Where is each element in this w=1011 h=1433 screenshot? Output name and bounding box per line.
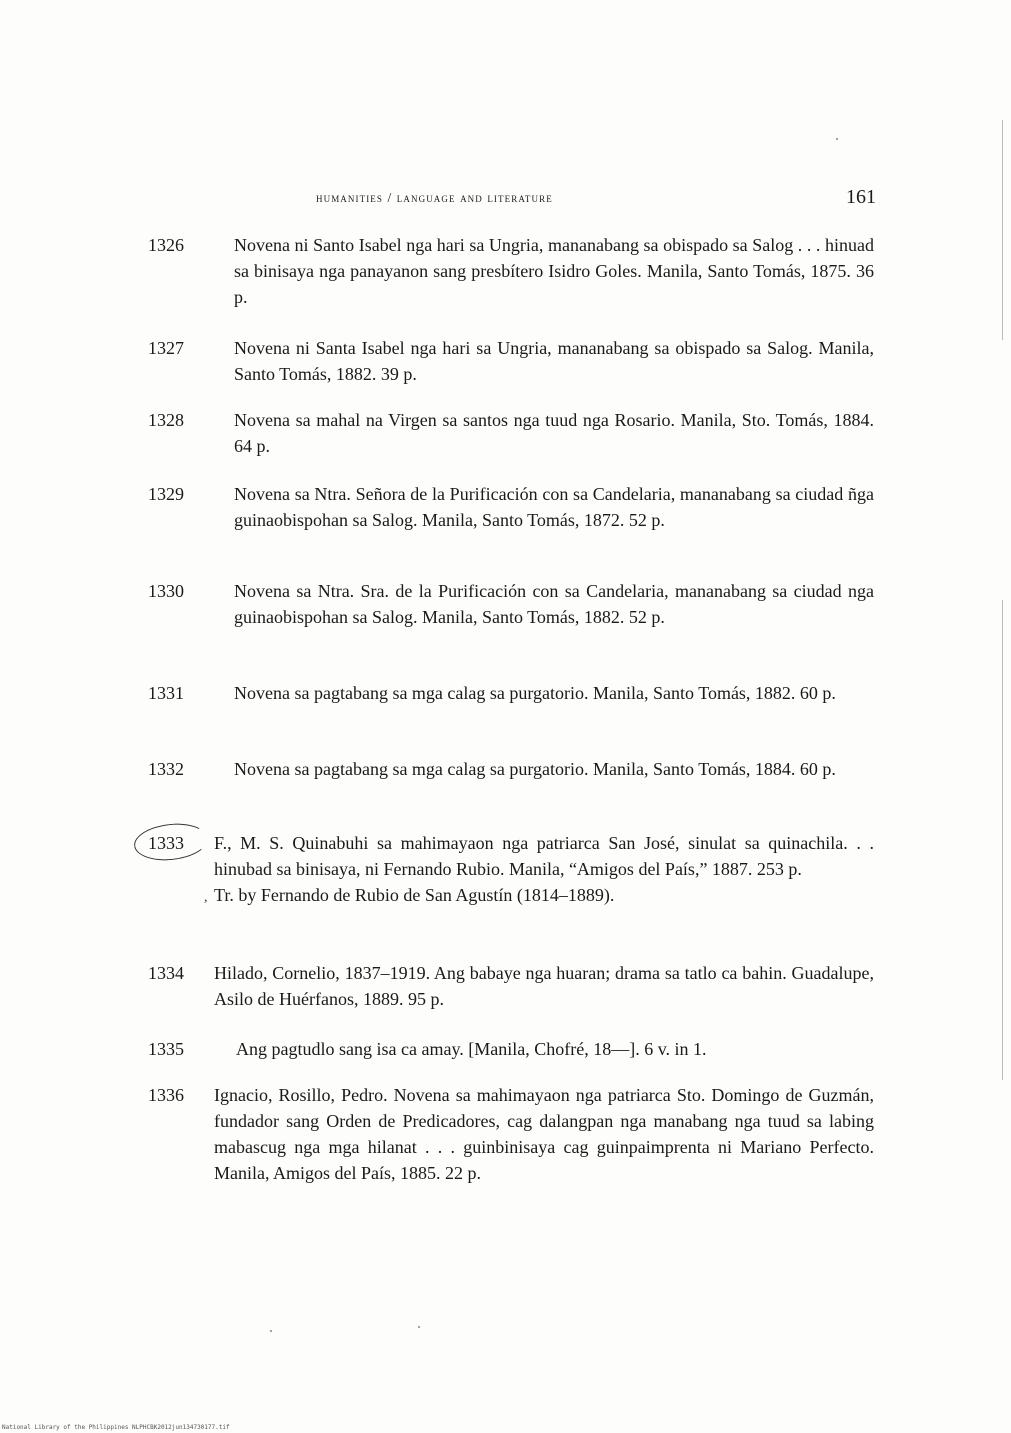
entry-number: 1326 [148,235,184,255]
entry-number: 1332 [148,759,184,779]
entry-text: Ang pagtudlo sang isa ca amay. [Manila, Chofré, 18—]. 6 v. in 1. [236,1039,707,1059]
entry-number: 1336 [148,1085,184,1105]
page-header [316,186,876,210]
scan-edge-line [1002,120,1003,340]
running-head: humanities / language and literature [316,190,553,205]
entry-note: Tr. by Fernando de Rubio de San Agustín (1814–1889). [214,885,615,905]
scan-speck [418,1326,420,1328]
entry-number: 1334 [148,963,184,983]
entry-text: Novena sa Ntra. Señora de la Purificación con sa Candelaria, mananabang sa ciudad ñga guinaobispohan sa Salog. Manila, Santo Tomás, 1872. 52 p. [234,484,874,530]
entry-text: Ignacio, Rosillo, Pedro. Novena sa mahimayaon nga patriarca Sto. Domingo de Guzmán, fundador sang Orden de Predicadores, cag dalangpan nga manabang nga tuud sa labing mabascug nga mga hilanat . . . guinbinisaya cag guinpaimprenta ni Mariano Perfecto. Manila, Amigos del País, 1885. 22 p. [214,1085,874,1183]
entry-number: 1335 [148,1039,184,1059]
entry-number: 1329 [148,484,184,504]
entry-text: Novena sa pagtabang sa mga calag sa purgatorio. Manila, Santo Tomás, 1882. 60 p. [234,683,836,703]
scan-speck [270,1330,272,1332]
scan-edge-line [1002,600,1003,1080]
scan-footer: National Library of the Philippines NLPHCBK2012jun134730177.tif [2,1424,230,1431]
entry-body: F., M. S. Quinabuhi sa mahimayaon nga patriarca San José, sinulat sa quinachila. . . hinubad sa binisaya, ni Fernando Rubio. Manila, “Amigos del País,” 1887. 253 p. [214,833,874,879]
entry-number: 1327 [148,338,184,358]
scan-speck [836,138,838,140]
entry-text: Hilado, Cornelio, 1837–1919. Ang babaye nga huaran; drama sa tatlo ca bahin. Guadalupe, Asilo de Huérfanos, 1889. 95 p. [214,963,874,1009]
entry-text: Novena sa mahal na Virgen sa santos nga tuud nga Rosario. Manila, Sto. Tomás, 1884. 64 p. [234,410,874,456]
entry-number: 1330 [148,581,184,601]
entry-text: Novena ni Santo Isabel nga hari sa Ungria, mananabang sa obispado sa Salog . . . hinuad sa binisaya nga panayanon sang presbítero Isidro Goles. Manila, Santo Tomás, 1875. 36 p. [234,235,874,307]
entry-number: 1331 [148,683,184,703]
entry-text: Novena ni Santa Isabel nga hari sa Ungria, mananabang sa obispado sa Salog. Manila, Santo Tomás, 1882. 39 p. [234,338,874,384]
entry-text [214,830,874,908]
entry-text: Novena sa Ntra. Sra. de la Purificación con sa Candelaria, mananabang sa ciudad nga guinaobispohan sa Salog. Manila, Santo Tomás, 1882. 52 p. [234,581,874,627]
page-number: 161 [846,186,876,208]
pencil-tick-mark: , [204,890,208,905]
entry-text: Novena sa pagtabang sa mga calag sa purgatorio. Manila, Santo Tomás, 1884. 60 p. [234,759,836,779]
entry-number: 1333 [148,833,184,853]
entry-number: 1328 [148,410,184,430]
